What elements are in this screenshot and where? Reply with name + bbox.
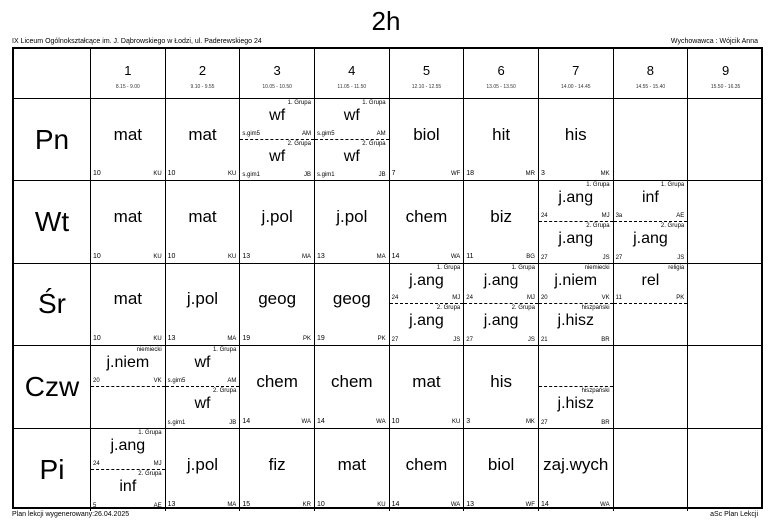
group-teacher: MJ	[153, 460, 162, 467]
lesson-cell[interactable]	[464, 99, 539, 181]
group-room: 24	[466, 295, 473, 302]
lesson-subject: j.pol	[261, 207, 293, 227]
group-teacher: BR	[601, 337, 610, 344]
group-name: niemiecki	[584, 264, 610, 271]
group-lesson-top[interactable]	[539, 264, 613, 305]
lesson-subject: geog	[258, 289, 297, 309]
lesson-room: 19	[242, 335, 251, 343]
period-number: 9	[721, 63, 730, 78]
lesson-cell[interactable]	[464, 181, 539, 263]
lesson-cell[interactable]	[315, 181, 390, 263]
lesson-teacher: BG	[526, 253, 535, 260]
period-number: 8	[646, 63, 655, 78]
group-room: s.gim5	[316, 130, 335, 137]
group-lesson-bottom[interactable]	[464, 304, 538, 345]
lesson-teacher: KU	[227, 253, 237, 260]
lesson-cell[interactable]	[240, 346, 315, 428]
period-header	[614, 49, 689, 99]
group-name: hiszpański	[581, 305, 610, 312]
split-lesson-cell[interactable]	[390, 264, 465, 346]
software-credit: aSc Plan Lekcji	[710, 511, 758, 518]
lesson-teacher: PK	[377, 336, 386, 343]
lesson-teacher: WA	[600, 501, 610, 508]
lesson-subject: biz	[490, 207, 512, 227]
lesson-teacher: WA	[301, 418, 311, 425]
lesson-cell[interactable]	[91, 264, 166, 346]
lesson-subject: mat	[188, 207, 217, 227]
lesson-teacher: MA	[376, 253, 386, 260]
split-lesson-cell[interactable]	[240, 99, 315, 181]
lesson-subject: chem	[405, 454, 448, 474]
group-room: s.gim1	[316, 172, 335, 179]
group-name: 1. Grupa	[362, 100, 386, 106]
lesson-room: 13	[242, 252, 251, 260]
lesson-cell[interactable]	[240, 181, 315, 263]
lesson-room: 14	[316, 417, 325, 425]
group-subject: j.hisz	[557, 394, 594, 412]
group-name: 2. Grupa	[287, 140, 311, 147]
group-room: 20	[540, 295, 548, 302]
group-teacher: AM	[301, 130, 311, 137]
lesson-room: 14	[391, 500, 400, 508]
group-room: 3a	[615, 213, 623, 220]
split-lesson-cell[interactable]	[614, 264, 689, 346]
period-header	[91, 49, 166, 99]
group-room: s.gim5	[242, 130, 260, 137]
group-teacher: JS	[602, 254, 610, 261]
group-subject: wf	[343, 147, 360, 165]
group-teacher: AM	[376, 130, 386, 137]
period-time: 15.50 - 16.35	[710, 84, 741, 90]
group-lesson-bottom	[91, 387, 165, 428]
group-teacher: MJ	[601, 213, 610, 220]
period-header	[166, 49, 241, 99]
group-teacher: BR	[601, 419, 610, 426]
group-teacher: AE	[676, 213, 685, 220]
lesson-room: 3	[466, 417, 471, 425]
lesson-teacher: MA	[227, 336, 237, 343]
group-teacher: MJ	[526, 295, 535, 302]
lesson-room: 18	[466, 170, 475, 178]
lesson-cell[interactable]	[91, 181, 166, 263]
period-number: 3	[273, 63, 281, 78]
group-room: 27	[540, 419, 548, 426]
lesson-room: 10	[93, 252, 101, 260]
lesson-teacher: PK	[302, 336, 311, 343]
lesson-teacher: WA	[450, 253, 461, 260]
period-header	[539, 49, 614, 99]
group-room: 27	[391, 337, 399, 344]
group-name: 1. Grupa	[436, 264, 461, 271]
lesson-teacher: KU	[227, 171, 237, 178]
group-name: 2. Grupa	[138, 470, 162, 477]
lesson-teacher: KU	[451, 418, 461, 425]
empty-cell	[688, 181, 763, 263]
group-room: 27	[540, 254, 548, 261]
lesson-subject: mat	[113, 289, 142, 309]
group-lesson-top[interactable]	[614, 264, 688, 305]
lesson-room: 10	[167, 252, 176, 260]
lesson-cell[interactable]	[315, 346, 390, 428]
lesson-room: 13	[466, 500, 475, 508]
group-name: 1. Grupa	[660, 182, 685, 189]
group-room: 24	[93, 460, 100, 467]
group-name: niemiecki	[136, 347, 162, 354]
group-name: 1. Grupa	[287, 100, 311, 106]
lesson-cell[interactable]	[166, 181, 241, 263]
group-lesson-top[interactable]	[91, 429, 165, 470]
day-header	[14, 264, 91, 346]
lesson-teacher: KR	[302, 501, 311, 508]
group-teacher: PK	[676, 295, 685, 302]
group-subject: inf	[641, 189, 659, 207]
group-subject: j.ang	[409, 312, 444, 330]
group-subject: j.ang	[558, 230, 594, 248]
lesson-teacher: WA	[376, 418, 386, 425]
group-subject: j.ang	[633, 230, 668, 248]
period-number: 1	[124, 63, 132, 78]
group-lesson-bottom[interactable]	[390, 304, 464, 345]
lesson-subject: hit	[492, 124, 511, 144]
group-room: 20	[93, 377, 100, 384]
group-subject: j.ang	[483, 271, 519, 289]
lesson-cell[interactable]	[390, 429, 465, 511]
lesson-room: 10	[391, 417, 400, 425]
lesson-room: 15	[242, 500, 251, 508]
group-lesson-top	[539, 346, 613, 387]
day-header	[14, 346, 91, 428]
lesson-cell[interactable]	[539, 99, 614, 181]
group-lesson-top[interactable]	[464, 264, 538, 305]
group-subject: j.hisz	[557, 312, 594, 330]
group-lesson-top[interactable]	[315, 99, 389, 140]
group-room: 27	[466, 337, 473, 344]
empty-cell	[614, 99, 689, 181]
group-teacher: AE	[153, 502, 162, 509]
group-subject: wf	[343, 107, 360, 124]
group-name: 1. Grupa	[586, 182, 610, 189]
group-lesson-bottom[interactable]	[240, 140, 314, 181]
lesson-cell[interactable]	[464, 346, 539, 428]
lesson-room: 7	[391, 170, 396, 178]
timetable-grid	[12, 47, 763, 509]
period-header	[464, 49, 539, 99]
lesson-subject: chem	[405, 207, 448, 227]
group-room: 5	[93, 502, 97, 509]
lesson-teacher: KU	[153, 171, 162, 178]
lesson-cell[interactable]	[91, 99, 166, 181]
group-teacher: MJ	[452, 295, 461, 302]
day-label: Pi	[39, 453, 65, 485]
split-lesson-cell[interactable]	[166, 346, 241, 428]
empty-cell	[688, 99, 763, 181]
group-subject: j.ang	[110, 436, 146, 454]
group-teacher: JS	[677, 254, 685, 261]
group-lesson-bottom[interactable]	[614, 222, 688, 263]
group-name: 1. Grupa	[511, 264, 535, 271]
group-subject: j.niem	[106, 354, 150, 372]
group-lesson-top[interactable]	[240, 99, 314, 140]
day-header	[14, 429, 91, 511]
period-header	[688, 49, 763, 99]
lesson-cell[interactable]	[315, 429, 390, 511]
split-lesson-cell[interactable]	[539, 181, 614, 263]
lesson-teacher: MA	[227, 501, 237, 508]
group-teacher: JB	[378, 172, 386, 179]
group-room: 21	[540, 337, 548, 344]
group-name: 1. Grupa	[138, 429, 162, 436]
group-subject: wf	[269, 107, 286, 124]
group-subject: wf	[194, 394, 211, 412]
lesson-subject: mat	[113, 124, 142, 144]
lesson-room: 13	[167, 335, 176, 343]
group-room: s.gim5	[167, 377, 186, 384]
group-name: 2. Grupa	[660, 223, 685, 230]
lesson-teacher: KU	[153, 253, 162, 260]
period-time: 11.05 - 11.50	[337, 84, 367, 90]
lesson-subject: his	[490, 371, 512, 391]
group-lesson-bottom	[614, 304, 688, 345]
day-label: Śr	[38, 288, 66, 320]
lesson-subject: mat	[113, 207, 142, 227]
period-time: 9.10 - 9.55	[190, 84, 215, 90]
lesson-teacher: MR	[525, 171, 535, 178]
group-name: 1. Grupa	[212, 347, 237, 354]
group-room: 11	[615, 295, 622, 302]
lesson-subject: j.pol	[186, 454, 219, 474]
lesson-room: 10	[93, 170, 101, 178]
lesson-cell[interactable]	[166, 99, 241, 181]
period-number: 4	[348, 63, 356, 78]
lesson-teacher: KU	[377, 501, 386, 508]
group-lesson-top[interactable]	[614, 181, 688, 222]
period-number: 6	[497, 63, 505, 78]
period-time: 10.05 - 10.50	[262, 84, 292, 90]
lesson-subject: geog	[332, 289, 371, 309]
group-lesson-top[interactable]	[166, 346, 240, 387]
group-teacher: JB	[229, 419, 237, 426]
group-teacher: VK	[153, 377, 162, 384]
day-header	[14, 181, 91, 263]
lesson-teacher: WF	[525, 501, 535, 508]
group-subject: rel	[641, 271, 660, 289]
page-title: 2h	[371, 6, 401, 36]
group-name: hiszpański	[581, 387, 610, 394]
lesson-room: 13	[316, 252, 325, 260]
group-name: religia	[668, 264, 685, 271]
group-subject: j.niem	[554, 271, 598, 289]
group-subject: wf	[269, 147, 286, 165]
lesson-room: 11	[466, 252, 474, 260]
empty-cell	[614, 429, 689, 511]
school-name: IX Liceum Ogólnokształcące im. J. Dąbrowskiego w Łodzi, ul. Paderewskiego 24	[12, 38, 262, 45]
group-lesson-bottom[interactable]	[315, 140, 389, 181]
period-number: 5	[422, 63, 431, 78]
group-subject: j.ang	[483, 312, 519, 330]
group-teacher: JS	[527, 337, 535, 344]
period-number: 7	[572, 63, 580, 78]
group-name: 2. Grupa	[362, 140, 386, 147]
group-room: s.gim1	[242, 172, 260, 179]
lesson-teacher: MK	[600, 171, 610, 178]
group-teacher: VK	[601, 295, 610, 302]
lesson-cell[interactable]	[166, 429, 241, 511]
lesson-room: 19	[316, 335, 325, 343]
period-time: 12.10 - 12.55	[411, 84, 442, 90]
split-lesson-cell[interactable]	[91, 429, 166, 511]
empty-cell	[614, 346, 689, 428]
group-subject: inf	[119, 477, 137, 495]
lesson-subject: mat	[412, 371, 441, 391]
period-time: 14.00 - 14.45	[561, 84, 591, 90]
day-label: Wt	[34, 206, 70, 238]
group-lesson-top[interactable]	[390, 264, 464, 305]
group-room: s.gim1	[167, 419, 186, 426]
lesson-teacher: WA	[450, 501, 461, 508]
lesson-subject: biol	[487, 454, 515, 474]
lesson-cell[interactable]	[464, 429, 539, 511]
lesson-room: 3	[540, 170, 545, 178]
group-room: 24	[540, 213, 548, 220]
lesson-room: 10	[93, 335, 101, 343]
lesson-cell[interactable]	[539, 429, 614, 511]
split-lesson-cell[interactable]	[91, 346, 166, 428]
lesson-subject: chem	[256, 371, 298, 391]
group-lesson-bottom[interactable]	[539, 304, 613, 345]
period-time: 13.05 - 13.50	[486, 84, 516, 90]
lesson-teacher: KU	[153, 336, 162, 343]
group-lesson-bottom[interactable]	[91, 470, 165, 511]
split-lesson-cell[interactable]	[539, 264, 614, 346]
lesson-teacher: WF	[450, 171, 461, 178]
day-header	[14, 99, 91, 181]
generated-date: Plan lekcji wygenerowany:26.04.2025	[12, 511, 130, 518]
lesson-cell[interactable]	[390, 181, 465, 263]
period-header	[390, 49, 465, 99]
split-lesson-cell[interactable]	[464, 264, 539, 346]
group-lesson-bottom[interactable]	[166, 387, 240, 428]
period-header	[240, 49, 315, 99]
group-room: 24	[391, 295, 399, 302]
group-name: 2. Grupa	[212, 387, 237, 394]
period-number: 2	[198, 63, 207, 78]
lesson-room: 14	[540, 500, 549, 508]
period-header	[315, 49, 390, 99]
group-subject: j.ang	[558, 189, 594, 207]
lesson-cell[interactable]	[166, 264, 241, 346]
lesson-subject: mat	[188, 124, 217, 144]
group-lesson-bottom[interactable]	[539, 387, 613, 428]
lesson-subject: biol	[413, 124, 440, 144]
group-teacher: AM	[227, 377, 237, 384]
lesson-cell[interactable]	[315, 264, 390, 346]
lesson-room: 13	[167, 500, 176, 508]
group-lesson-bottom[interactable]	[539, 222, 613, 263]
group-subject: j.ang	[409, 271, 444, 289]
group-lesson-top[interactable]	[539, 181, 613, 222]
empty-cell	[688, 346, 763, 428]
lesson-cell[interactable]	[240, 429, 315, 511]
lesson-subject: fiz	[268, 454, 286, 474]
group-name: 2. Grupa	[586, 223, 610, 230]
split-lesson-cell[interactable]	[539, 346, 614, 428]
group-teacher: JS	[453, 337, 461, 344]
lesson-cell[interactable]	[390, 99, 465, 181]
split-lesson-cell[interactable]	[614, 181, 689, 263]
lesson-room: 10	[167, 170, 176, 178]
lesson-subject: his	[564, 124, 587, 144]
lesson-teacher: MK	[525, 418, 535, 425]
lesson-room: 10	[316, 500, 325, 508]
period-time: 14.55 - 15.40	[635, 84, 666, 90]
lesson-subject: mat	[337, 454, 366, 474]
lesson-room: 14	[391, 252, 400, 260]
empty-cell	[688, 429, 763, 511]
group-lesson-top[interactable]	[91, 346, 165, 387]
group-room: 27	[615, 254, 623, 261]
split-lesson-cell[interactable]	[315, 99, 390, 181]
lesson-subject: zaj.wych	[543, 454, 609, 474]
group-name: 2. Grupa	[511, 305, 535, 312]
lesson-subject: chem	[331, 371, 373, 391]
empty-cell	[688, 264, 763, 346]
group-subject: wf	[194, 354, 211, 372]
lesson-subject: j.pol	[336, 207, 368, 227]
group-teacher: JB	[303, 172, 311, 179]
class-teacher: Wychowawca : Wójcik Anna	[670, 38, 758, 45]
day-label: Pn	[34, 123, 70, 155]
lesson-cell[interactable]	[240, 264, 315, 346]
group-name: 2. Grupa	[436, 305, 461, 312]
lesson-room: 14	[242, 417, 251, 425]
lesson-cell[interactable]	[390, 346, 465, 428]
lesson-subject: j.pol	[186, 289, 219, 309]
period-time: 8.15 - 9.00	[115, 84, 140, 90]
day-label: Czw	[24, 370, 80, 402]
lesson-teacher: MA	[301, 253, 311, 260]
corner-cell	[14, 49, 91, 99]
